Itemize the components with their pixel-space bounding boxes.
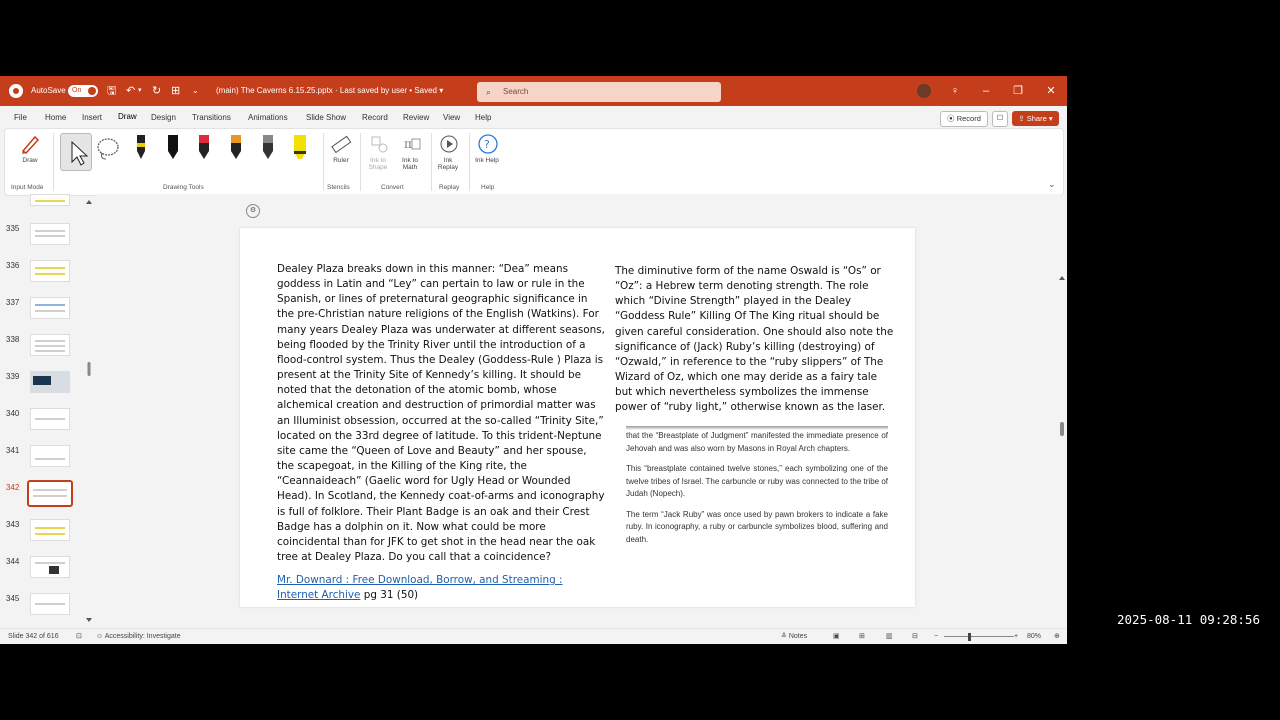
redo-icon[interactable]: ↻	[152, 85, 162, 97]
group-separator	[53, 133, 54, 191]
scanned-excerpt-image[interactable]	[626, 430, 888, 554]
powerpoint-logo-icon	[9, 84, 23, 98]
status-bar	[0, 628, 1067, 644]
ink-to-shape-icon	[368, 133, 390, 155]
select-objects-button[interactable]	[60, 133, 92, 171]
slide-thumbnail[interactable]	[30, 334, 70, 356]
slide-thumbnail[interactable]	[30, 260, 70, 282]
slide-number: 336	[6, 261, 20, 270]
avatar[interactable]	[917, 84, 931, 98]
slide-canvas	[96, 194, 1060, 628]
pen-black-1[interactable]	[131, 133, 151, 163]
ink-replay-button[interactable]: Ink Replay	[435, 133, 463, 171]
slide-number: 344	[6, 557, 20, 566]
comments-button[interactable]: ☐	[992, 111, 1008, 127]
save-icon[interactable]: 🖫	[107, 85, 117, 97]
group-help-label: Help	[481, 184, 495, 191]
tab-help[interactable]: Help	[475, 113, 492, 122]
tab-design[interactable]: Design	[151, 113, 176, 122]
slide-thumbnail[interactable]	[30, 556, 70, 578]
help-icon	[477, 133, 499, 155]
tab-insert[interactable]: Insert	[82, 113, 103, 122]
tab-record[interactable]: Record	[362, 113, 388, 122]
undo-dropdown-icon[interactable]: ▾	[138, 87, 142, 94]
slide-thumbnail[interactable]	[30, 408, 70, 430]
lasso-select-button[interactable]	[93, 135, 123, 165]
pencil-icon	[19, 133, 41, 155]
ink-to-math-icon	[401, 133, 423, 155]
replay-icon	[438, 133, 460, 155]
slide-number: 340	[6, 409, 20, 418]
title-bar	[0, 76, 1067, 106]
touch-mode-icon[interactable]: ⊞	[171, 85, 181, 97]
tab-animations[interactable]: Animations	[248, 113, 288, 122]
svg-text:π: π	[404, 137, 412, 151]
slide-number: 339	[6, 372, 20, 381]
group-separator	[360, 133, 361, 191]
pen-red[interactable]	[194, 133, 214, 163]
left-paragraph: Dealey Plaza breaks down in this manner: “Dea” means goddess in Latin and “Ley” can pertain to law or rule in the Spanish, or lines of preternatural geographic significance in the pre-Christian nature religions of the English (Watkins). For many years Dealey Plaza was underwater at different seasons, being flooded by the Trinity River until the introduction of a flood-control system. Thus the Dealey (Goddess-Rule ) Plaza is present at the Trinity Site of Kennedy’s killing. It should be noted that the detonation of the atomic bomb, whose alchemical creation and destruction of primordial matter was an Illuminist obsession, occurred at the so-called “Trinity Site,” located on the 33rd degree of latitude. To this trident-Neptune site came the “Queen of Love and Beauty” and her spouse, the scapegoat, in the Killing of the King rite, the “Ceannaideach” (Gaelic word for Ugly Head or Wounded Head). In Scotland, the Kennedy coat-of-arms and iconography is full of folklore. Their Plant Badge is an oak and their Crest Badge has a dolphin on it. Now what could be more coincidental than for JFK to get shot in the head near the oak tree at Dealey Plaza. Do you call that a coincidence?	[277, 263, 605, 563]
thumbnail-scrollbar[interactable]	[86, 198, 92, 624]
slideshow-view-icon[interactable]: ⊟	[912, 633, 918, 640]
accessibility-status[interactable]: ☺ Accessibility: Investigate	[96, 633, 181, 640]
slide-sorter-icon[interactable]: ⊞	[859, 633, 865, 640]
reading-view-icon[interactable]: ▥	[886, 633, 893, 640]
collapse-ribbon-icon[interactable]: ⌄	[1048, 179, 1056, 189]
accessibility-icon[interactable]: ⚙	[246, 204, 260, 218]
draw-tool-button[interactable]: Draw	[15, 133, 45, 164]
notes-button[interactable]: ≙ Notes	[781, 633, 808, 640]
canvas-scrollbar[interactable]	[1058, 274, 1066, 644]
autosave-toggle[interactable]: On	[68, 85, 98, 97]
slide-number: 338	[6, 335, 20, 344]
slide-number: 341	[6, 446, 20, 455]
ruler-button[interactable]: Ruler	[328, 133, 354, 164]
minimize-icon[interactable]: –	[982, 85, 990, 97]
slide-thumbnail[interactable]	[30, 593, 70, 615]
slide-counter: Slide 342 of 616	[8, 633, 59, 640]
svg-text:?: ?	[484, 138, 490, 151]
lightbulb-icon[interactable]: ♀	[950, 85, 960, 97]
slide-number: 343	[6, 520, 20, 529]
slide-number: 337	[6, 298, 20, 307]
group-separator	[469, 133, 470, 191]
tab-home[interactable]: Home	[45, 113, 67, 122]
page-reference: pg 31 (50)	[363, 589, 419, 602]
tab-slide-show[interactable]: Slide Show	[306, 113, 347, 122]
scan-paragraph-2: This “breastplate contained twelve stones,” each symbolizing one of the twelve tribes of Israel. The carbuncle or ruby was connected to the tribe of Judah (Nopech).	[626, 464, 888, 498]
right-text-box[interactable]	[615, 264, 895, 416]
group-separator	[431, 133, 432, 191]
lasso-icon	[94, 135, 122, 163]
powerpoint-window	[0, 76, 1067, 644]
customize-toolbar-icon[interactable]: ⌄	[192, 86, 199, 95]
slide-thumbnail[interactable]	[30, 223, 70, 245]
slide-thumbnails-panel	[0, 194, 96, 628]
record-button[interactable]: ⦿ Record	[940, 111, 988, 127]
ink-to-math-button[interactable]: π Ink to Math	[397, 133, 427, 171]
autosave-label: AutoSave	[31, 86, 66, 95]
group-separator	[323, 133, 324, 191]
slide-number: 345	[6, 594, 20, 603]
zoom-slider-track[interactable]	[944, 636, 1014, 637]
slide-thumbnail[interactable]	[30, 519, 70, 541]
tab-view[interactable]: View	[443, 113, 461, 122]
source-citation	[277, 573, 605, 603]
pen-black-2[interactable]	[163, 133, 183, 163]
spelling-icon[interactable]: ⊡	[76, 633, 82, 640]
group-drawing-tools-label: Drawing Tools	[163, 184, 204, 191]
document-title[interactable]: (main) The Caverns 6.15.25.pptx · Last saved by user • Saved ▾	[216, 86, 444, 95]
left-text-box[interactable]	[277, 262, 605, 603]
tab-review[interactable]: Review	[403, 113, 430, 122]
search-box[interactable]: ⌕ Search	[477, 82, 721, 102]
scan-paragraph-1: that the “Breastplate of Judgment” manifested the immediate presence of Jehovah and was also worn by Masons in Royal Arch chapters.	[626, 431, 888, 453]
zoom-out-icon[interactable]: −	[934, 633, 939, 640]
ink-to-shape-button[interactable]: Ink to Shape	[365, 133, 393, 171]
slide-thumbnail[interactable]	[30, 371, 70, 393]
zoom-in-icon[interactable]: +	[1014, 633, 1019, 640]
scan-paragraph-3: The term “Jack Ruby” was once used by pawn brokers to indicate a fake ruby. In iconography, a ruby or carbuncle symbolizes blood, suffering and death.	[626, 509, 888, 544]
ribbon-tabs	[0, 106, 1067, 128]
undo-icon[interactable]: ↶	[126, 85, 136, 97]
right-paragraph: The diminutive form of the name Oswald is “Os” or “Oz”: a Hebrew term denoting strength. The role which “Divine Strength” played in the Dealey “Goddess Rule” Killing Of The King ritual should be given careful consideration. One should also note the significance of (Jack) Ruby’s killing (destroying) of “Ozwald,” in reference to the “ruby slippers” of The Wizard of Oz, which one may deride as a fairy tale but which nevertheless symbolizes the immense power of “ruby light,” otherwise known as the laser.	[615, 265, 894, 414]
highlighter-yellow[interactable]	[290, 133, 310, 163]
slide-number-active: 342	[6, 483, 20, 492]
ruler-icon	[330, 133, 352, 155]
slide-thumbnail-active[interactable]	[27, 480, 73, 507]
slide-thumbnail[interactable]	[30, 297, 70, 319]
slide-342[interactable]	[240, 228, 915, 607]
zoom-level[interactable]: 80%	[1027, 633, 1042, 640]
ink-help-button[interactable]: ? Ink Help	[474, 133, 502, 164]
archive-link[interactable]: Mr. Downard : Free Download, Borrow, and Streaming : Internet Archive	[277, 574, 563, 602]
zoom-slider-thumb[interactable]	[968, 633, 971, 641]
restore-icon[interactable]: ❐	[1013, 85, 1023, 97]
group-replay-label: Replay	[439, 184, 460, 191]
draw-ribbon	[4, 128, 1064, 196]
tab-draw[interactable]: Draw	[118, 106, 137, 130]
group-convert-label: Convert	[381, 184, 404, 191]
fit-to-window-icon[interactable]: ⊕	[1054, 633, 1060, 640]
group-stencils-label: Stencils	[327, 184, 350, 191]
pen-gray[interactable]	[258, 133, 278, 163]
slide-thumbnail[interactable]	[30, 445, 70, 467]
group-input-mode-label: Input Mode	[11, 184, 44, 191]
pen-orange[interactable]	[226, 133, 246, 163]
normal-view-icon[interactable]: ▣	[833, 633, 840, 640]
share-button[interactable]: ⇪ Share ▾	[1012, 111, 1059, 126]
search-icon: ⌕	[486, 87, 492, 97]
slide-number: 335	[6, 224, 20, 233]
tab-transitions[interactable]: Transitions	[192, 113, 231, 122]
tab-file[interactable]: File	[14, 113, 27, 122]
close-icon[interactable]: ✕	[1046, 85, 1056, 97]
cursor-arrow-icon	[64, 134, 88, 168]
slide-thumbnail[interactable]	[30, 194, 70, 206]
recording-timestamp: 2025-08-11 09:28:56	[1117, 612, 1260, 627]
